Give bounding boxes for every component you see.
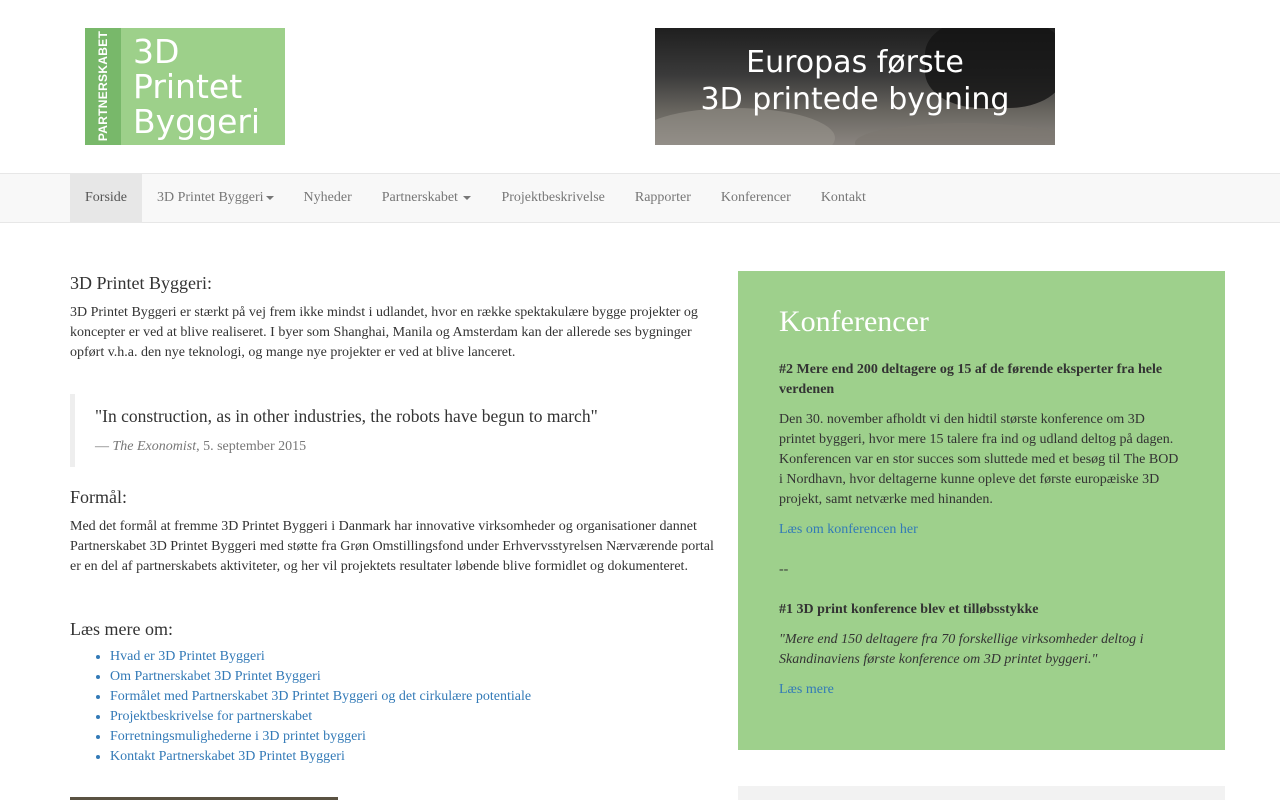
logo-line-3: Byggeri <box>133 102 261 141</box>
link-hvad-er[interactable]: Hvad er 3D Printet Byggeri <box>110 649 265 664</box>
conference-1-title: #1 3D print konference blev et tilløbsstykke <box>779 602 1039 617</box>
conference-panel <box>738 271 1225 750</box>
intro-heading: 3D Printet Byggeri: <box>70 273 212 293</box>
quote-date: , 5. september 2015 <box>196 439 307 454</box>
conference-2-title: #2 Mere end 200 deltagere og 15 af de førende eksperter fra hele verdenen <box>779 362 1163 397</box>
nav-item-nyheder[interactable] <box>289 174 367 222</box>
nav-item-rapporter[interactable] <box>620 174 706 222</box>
main-navbar <box>0 173 1280 223</box>
nav-item-3d-printet-byggeri[interactable] <box>142 174 289 222</box>
nav-item-kontakt[interactable] <box>806 174 881 222</box>
main-content <box>70 271 720 767</box>
caret-down-icon <box>463 196 471 200</box>
list-item <box>110 707 720 727</box>
nav-label: 3D Printet Byggeri <box>157 190 264 205</box>
conference-2-link[interactable]: Læs om konferencen her <box>779 522 918 537</box>
logo-line-1: 3D <box>133 32 180 71</box>
quote-source: The Exonomist <box>112 439 197 454</box>
logo-vertical-text: PARTNERSKABET <box>96 30 110 142</box>
purpose-paragraph: Med det formål at fremme 3D Printet Byggeri i Danmark har innovative virksomheder og organisationer dannet Partnerskabet 3D Printet Byggeri med støtte fra Grøn Omstillingsfond under Erhvervsstyrelsen Nærværende portal er en del af partnerskabets aktiviteter, og her vil projektets resultater løbende blive formidlet og dokumenteret. <box>70 519 714 574</box>
nav-label: Nyheder <box>303 190 352 205</box>
intro-paragraph: 3D Printet Byggeri er stærkt på vej frem ikke mindst i udlandet, hvor en række spektakulære bygge projekter og koncepter er ved at blive realiseret. I byer som Shanghai, Manila og Amsterdam kan der allerede ses bygninger opført v.h.a. den nye teknologi, og mange nye projekter er ved at blive lanceret. <box>70 305 698 360</box>
banner-headline-1: Europas første <box>746 45 964 80</box>
secondary-panel <box>738 786 1225 800</box>
nav-item-projektbeskrivelse[interactable] <box>486 174 619 222</box>
logo-line-2: Printet <box>133 67 243 106</box>
nav-label: Forside <box>85 190 127 205</box>
quote-footer <box>95 437 700 457</box>
caret-down-icon <box>266 196 274 200</box>
nav-label: Projektbeskrivelse <box>501 190 605 205</box>
purpose-heading: Formål: <box>70 487 127 507</box>
conference-1-quote: "Mere end 150 deltagere fra 70 forskellige virksomheder deltog i Skandinaviens første konference om 3D printet byggeri." <box>779 632 1144 667</box>
banner-photo-shape <box>855 123 1055 145</box>
nav-menu <box>70 174 881 222</box>
link-kontakt[interactable]: Kontakt Partnerskabet 3D Printet Byggeri <box>110 749 345 764</box>
quote-dash: — <box>95 439 113 454</box>
header-banner[interactable] <box>655 28 1055 145</box>
quote-block <box>70 394 720 467</box>
nav-label: Kontakt <box>820 190 866 205</box>
link-projektbeskrivelse[interactable]: Projektbeskrivelse for partnerskabet <box>110 709 313 724</box>
panel-title: Konferencer <box>779 305 929 338</box>
quote-text: "In construction, as in other industries, the robots have begun to march" <box>95 406 598 426</box>
logo-text <box>133 34 260 139</box>
nav-label: Rapporter <box>634 190 691 205</box>
list-item <box>110 747 720 767</box>
read-more-list <box>70 647 720 767</box>
read-more-heading: Læs mere om: <box>70 619 173 639</box>
conference-2-text: Den 30. november afholdt vi den hidtil største konference om 3D printet byggeri, hvor mere 15 talere fra ind og udland deltog på dagen. Konferencen var en stor succes som sluttede med et besøg til The BOD i Nordhavn, hvor deltagerne kunne opleve det første europæiske 3D projekt, samt netværke med hinanden. <box>779 412 1179 507</box>
nav-item-konferencer[interactable] <box>706 174 806 222</box>
list-item <box>110 727 720 747</box>
nav-item-partnerskabet[interactable] <box>367 174 487 222</box>
list-item <box>110 667 720 687</box>
list-item <box>110 647 720 667</box>
nav-label: Konferencer <box>720 190 791 205</box>
link-formaalet[interactable]: Formålet med Partnerskabet 3D Printet Byggeri og det cirkulære potentiale <box>110 689 532 704</box>
site-logo[interactable] <box>85 28 285 145</box>
nav-label: Partnerskabet <box>381 190 458 205</box>
list-item <box>110 687 720 707</box>
logo-strip <box>85 28 121 145</box>
conference-1-link[interactable]: Læs mere <box>779 682 834 697</box>
link-forretningsmuligheder[interactable]: Forretningsmulighederne i 3D printet byggeri <box>110 729 366 744</box>
separator-text: -- <box>779 562 789 577</box>
link-om-partnerskabet[interactable]: Om Partnerskabet 3D Printet Byggeri <box>110 669 321 684</box>
banner-headline-2: 3D printede bygning <box>700 82 1010 117</box>
nav-item-forside[interactable] <box>70 174 142 222</box>
